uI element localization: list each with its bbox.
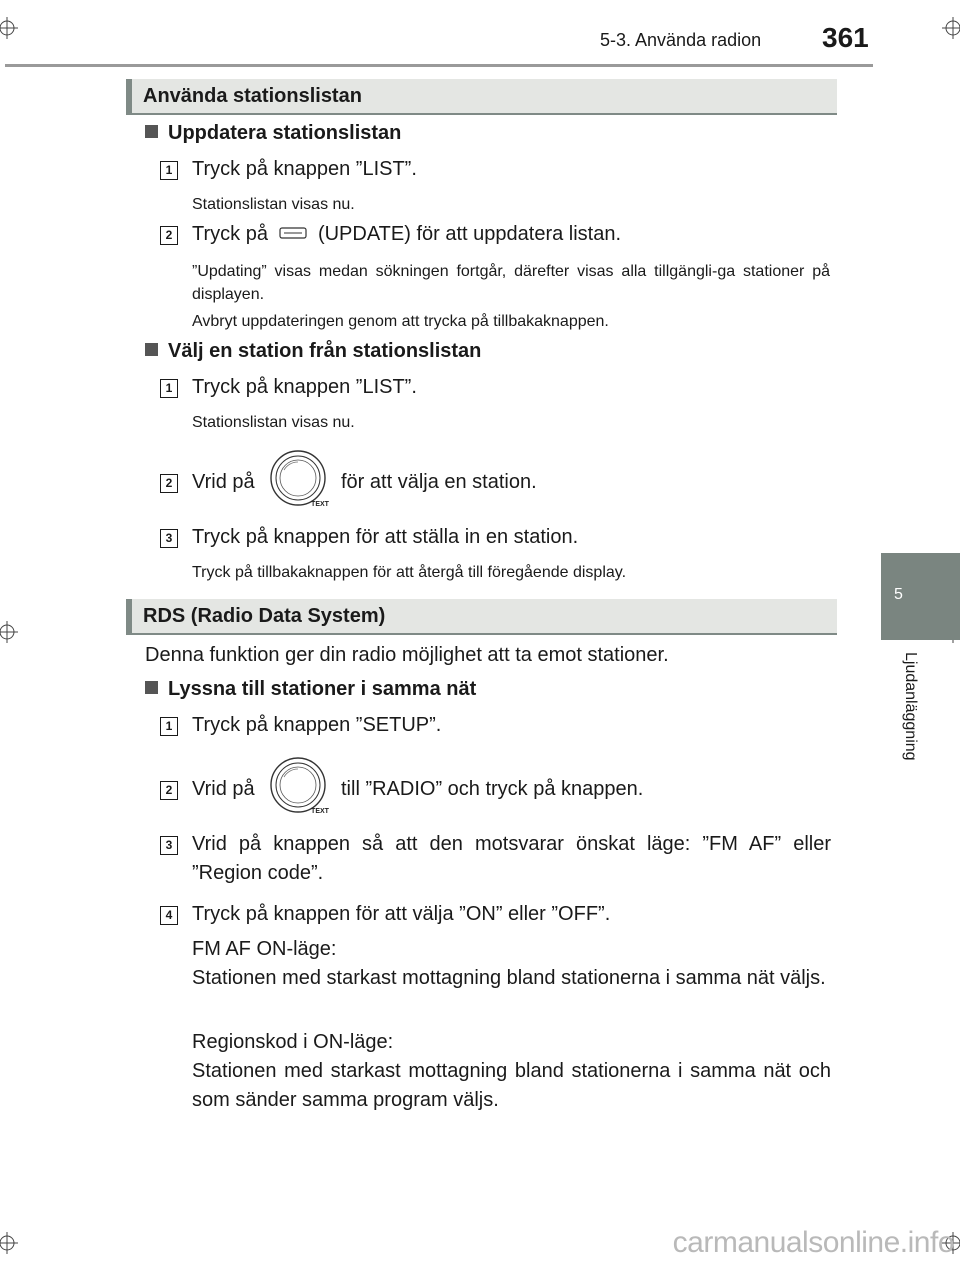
knob-label: TEXT xyxy=(311,808,329,815)
step-number: 3 xyxy=(160,529,178,548)
step-number: 4 xyxy=(160,906,178,925)
running-header-section: 5-3. Använda radion xyxy=(600,30,762,50)
step-number: 1 xyxy=(160,379,178,398)
step-text-after-icon: för att välja en station. xyxy=(341,471,537,493)
chapter-number: 5 xyxy=(894,586,903,603)
watermark: carmanualsonline.info xyxy=(672,1226,954,1259)
registration-mark-top-left xyxy=(0,17,18,39)
header-rule xyxy=(5,64,873,67)
tune-knob-icon xyxy=(268,755,330,817)
step-text: Tryck på knappen för att välja ”ON” eller ”OFF”. xyxy=(192,903,611,925)
registration-mark-bottom-left xyxy=(0,1232,18,1254)
section-header-station-list xyxy=(126,79,837,115)
section-intro: Denna funktion ger din radio möjlighet att ta emot stationer. xyxy=(145,644,669,666)
step-text: Tryck på knappen ”SETUP”. xyxy=(192,714,442,736)
step-number: 2 xyxy=(160,781,178,800)
step-number: 2 xyxy=(160,474,178,493)
step-text-before-icon: Vrid på xyxy=(192,778,255,800)
tune-knob-icon xyxy=(268,448,330,510)
step-number: 2 xyxy=(160,226,178,245)
step-text: Vrid på knappen så att den motsvarar önskat läge: ”FM AF” eller ”Region code”. xyxy=(192,833,831,884)
mode-description: Stationen med starkast mottagning bland stationerna i samma nät väljs. xyxy=(192,967,826,989)
step-text-after-icon: till ”RADIO” och tryck på knappen. xyxy=(341,778,644,800)
section-header-rds xyxy=(126,599,837,635)
knob-label: TEXT xyxy=(311,501,329,508)
step-note: Avbryt uppdateringen genom att trycka på tillbakaknappen. xyxy=(192,313,609,330)
step-text: Tryck på knappen ”LIST”. xyxy=(192,376,417,398)
step-text-before-icon: Vrid på xyxy=(192,471,255,493)
subheading-select-station: Välj en station från stationslistan xyxy=(145,340,481,363)
mode-label: Regionskod i ON-läge: xyxy=(192,1031,394,1053)
chapter-label: Ljudanläggning xyxy=(902,652,919,761)
step-note: Stationslistan visas nu. xyxy=(192,414,355,431)
step-note: Stationslistan visas nu. xyxy=(192,196,355,213)
update-button-icon xyxy=(274,224,312,242)
step-text: Tryck på knappen ”LIST”. xyxy=(192,158,417,180)
subheading-same-network: Lyssna till stationer i samma nät xyxy=(145,678,476,701)
subheading-update-list: Uppdatera stationslistan xyxy=(145,122,401,145)
step-number: 1 xyxy=(160,717,178,736)
page-number: 361 xyxy=(822,22,869,53)
square-bullet-icon xyxy=(145,343,158,356)
square-bullet-icon xyxy=(145,681,158,694)
section-title: RDS (Radio Data System) xyxy=(143,605,386,627)
step-note: ”Updating” visas medan sökningen fortgår, därefter visas alla tillgängli-ga stationer på displayen. xyxy=(192,263,830,303)
step-text: Tryck på (UPDATE) för att uppdatera listan. xyxy=(192,223,622,245)
section-title: Använda stationslistan xyxy=(143,85,362,107)
step-text: Tryck på knappen för att ställa in en station. xyxy=(192,526,579,548)
step-number: 3 xyxy=(160,836,178,855)
mode-label: FM AF ON-läge: xyxy=(192,938,337,960)
step-note: Tryck på tillbakaknappen för att återgå till föregående display. xyxy=(192,564,627,581)
registration-mark-top-right xyxy=(942,17,960,39)
mode-description: Stationen med starkast mottagning bland stationerna i samma nät och som sänder samma program väljs. xyxy=(192,1060,831,1111)
registration-mark-mid-left xyxy=(0,621,18,643)
step-number: 1 xyxy=(160,161,178,180)
square-bullet-icon xyxy=(145,125,158,138)
